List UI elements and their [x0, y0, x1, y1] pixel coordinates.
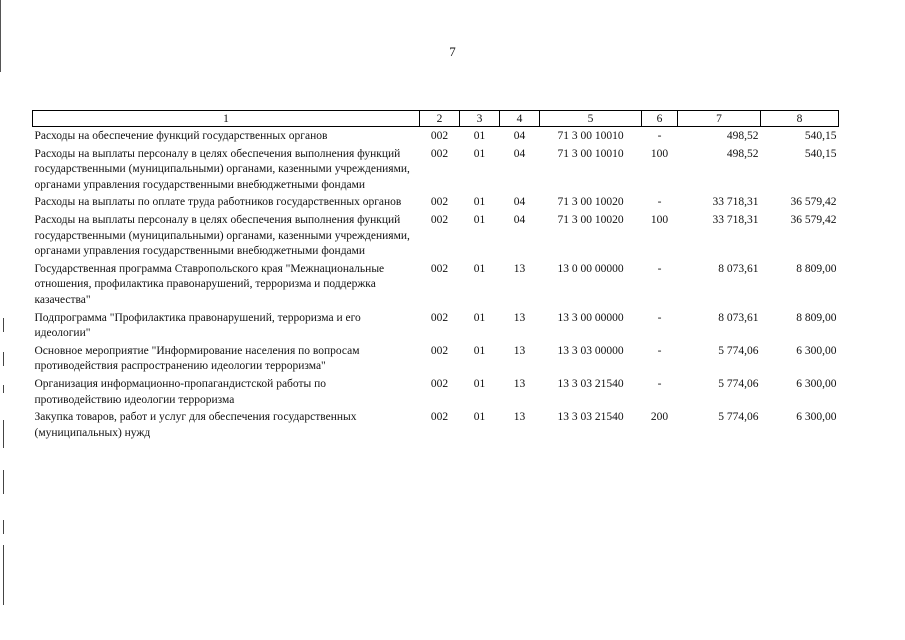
table-row [33, 375, 839, 408]
column-header: 6 [642, 111, 678, 127]
cell-subsection: 04 [513, 130, 526, 142]
cell-target-item: 71 3 00 10010 [557, 130, 624, 142]
cell-ministry-code: 002 [430, 147, 449, 160]
cell-subsection: 13 [513, 344, 526, 357]
cell-amount-1: 33 718,31 [712, 213, 759, 226]
cell-target-item: 13 3 03 00000 [557, 344, 624, 357]
cell-ministry-code: 002 [430, 130, 449, 142]
cell-expense-type: - [657, 130, 662, 142]
cell-amount-1: 5 774,06 [718, 411, 759, 424]
cell-section: 01 [473, 213, 486, 226]
table-row [33, 260, 839, 309]
cell-target-item: 13 3 03 21540 [557, 377, 624, 390]
column-header: 4 [500, 111, 540, 127]
cell-ministry-code: 002 [430, 196, 449, 209]
cell-section: 01 [473, 311, 486, 324]
column-header: 5 [540, 111, 642, 127]
cell-amount-2: 36 579,42 [790, 213, 837, 226]
cell-section: 01 [473, 262, 486, 275]
cell-amount-2: 6 300,00 [796, 411, 837, 424]
page-number: 7 [449, 44, 456, 59]
cell-amount-1: 5 774,06 [718, 344, 759, 357]
cell-amount-1: 498,52 [726, 130, 759, 142]
cell-section: 01 [473, 147, 486, 160]
cell-ministry-code: 002 [430, 344, 449, 357]
column-header: 1 [33, 111, 420, 127]
cell-section: 01 [473, 344, 486, 357]
cell-ministry-code: 002 [430, 213, 449, 226]
cell-subsection: 13 [513, 262, 526, 275]
scan-edge-mark [3, 385, 4, 393]
scan-edge-mark [3, 520, 4, 534]
cell-subsection: 04 [513, 196, 526, 209]
cell-amount-1: 8 073,61 [718, 262, 759, 275]
cell-amount-2: 6 300,00 [796, 377, 837, 390]
cell-ministry-code: 002 [430, 377, 449, 390]
cell-name: Расходы на выплаты персоналу в целях обеспечения выполнения функций государственными (муниципальными) органами, казенными учреждениями, органами управления государственными внебюджетными фондами [34, 147, 410, 191]
scan-edge-mark [3, 318, 4, 332]
scan-edge-mark [3, 545, 4, 605]
cell-subsection: 04 [513, 213, 526, 226]
cell-amount-1: 8 073,61 [718, 311, 759, 324]
cell-subsection: 13 [513, 311, 526, 324]
table-row [33, 309, 839, 342]
cell-name: Подпрограмма "Профилактика правонарушений, терроризма и его идеологии" [34, 311, 361, 340]
table-row [33, 145, 839, 194]
cell-expense-type: 200 [650, 411, 669, 424]
table-row [33, 193, 839, 211]
cell-target-item: 71 3 00 10020 [557, 196, 624, 209]
cell-subsection: 13 [513, 377, 526, 390]
cell-name: Организация информационно-пропагандистской работы по противодействию идеологии терроризма [34, 377, 327, 406]
cell-subsection: 13 [513, 411, 526, 424]
cell-expense-type: - [657, 344, 662, 357]
cell-section: 01 [473, 377, 486, 390]
cell-target-item: 71 3 00 10010 [557, 147, 624, 160]
column-header: 2 [420, 111, 460, 127]
scan-edge-mark [3, 420, 4, 448]
cell-subsection: 04 [513, 147, 526, 160]
cell-expense-type: 100 [650, 213, 669, 226]
table-header-row [33, 111, 839, 127]
cell-name: Расходы на обеспечение функций государственных органов [34, 130, 328, 142]
scan-edge-mark [3, 352, 4, 366]
cell-amount-2: 6 300,00 [796, 344, 837, 357]
cell-section: 01 [473, 130, 486, 142]
cell-expense-type: - [657, 262, 662, 275]
cell-ministry-code: 002 [430, 262, 449, 275]
cell-target-item: 71 3 00 10020 [557, 213, 624, 226]
column-header: 7 [678, 111, 761, 127]
table-row [33, 211, 839, 260]
cell-expense-type: - [657, 196, 662, 209]
cell-name: Государственная программа Ставропольского края "Межнациональные отношения, профилактика правонарушений, терроризма и поддержка казачества" [34, 262, 385, 306]
cell-expense-type: - [657, 377, 662, 390]
cell-expense-type: - [657, 311, 662, 324]
cell-name: Расходы на выплаты персоналу в целях обеспечения выполнения функций государственными (муниципальными) органами, казенными учреждениями, органами управления государственными внебюджетными фондами [34, 213, 410, 258]
scan-edge-mark [3, 470, 4, 494]
column-header: 8 [761, 111, 839, 127]
cell-target-item: 13 0 00 00000 [557, 262, 624, 275]
cell-section: 01 [473, 411, 486, 424]
cell-amount-1: 5 774,06 [718, 377, 759, 390]
cell-target-item: 13 3 03 21540 [557, 411, 624, 424]
cell-section: 01 [473, 196, 486, 209]
cell-amount-2: 540,15 [804, 130, 837, 142]
table-row [33, 342, 839, 375]
cell-amount-1: 33 718,31 [712, 196, 759, 209]
table-row [33, 408, 839, 441]
budget-table [32, 110, 839, 441]
cell-target-item: 13 3 00 00000 [557, 311, 624, 324]
cell-amount-2: 36 579,42 [790, 196, 837, 209]
cell-ministry-code: 002 [430, 311, 449, 324]
cell-ministry-code: 002 [430, 411, 449, 424]
column-header: 3 [460, 111, 500, 127]
cell-amount-2: 540,15 [804, 147, 837, 160]
table-row [33, 127, 839, 145]
cell-name: Основное мероприятие "Информирование населения по вопросам противодействия распространению идеологии терроризма" [34, 344, 360, 373]
cell-amount-2: 8 809,00 [796, 311, 837, 324]
cell-amount-1: 498,52 [726, 147, 759, 160]
cell-expense-type: 100 [650, 147, 669, 160]
cell-name: Закупка товаров, работ и услуг для обеспечения государственных (муниципальных) нужд [34, 411, 357, 439]
cell-amount-2: 8 809,00 [796, 262, 837, 275]
scan-edge-line [0, 0, 1, 72]
cell-name: Расходы на выплаты по оплате труда работников государственных органов [34, 196, 402, 209]
